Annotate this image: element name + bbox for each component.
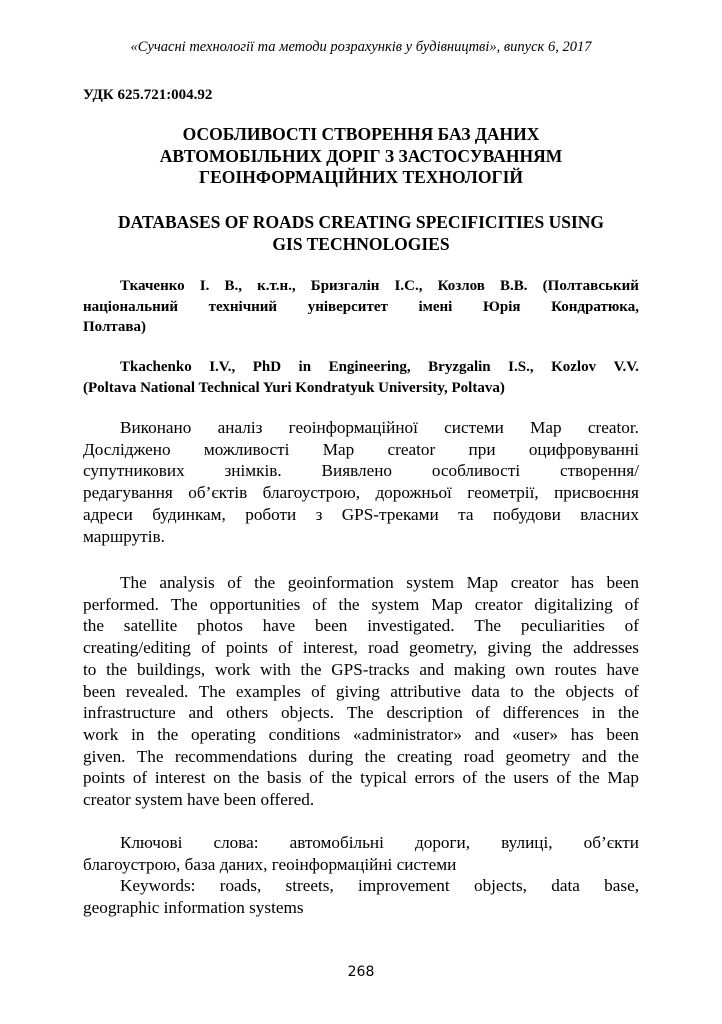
word: have <box>262 616 296 636</box>
word: digitalizing <box>534 594 613 614</box>
word: The <box>474 616 502 636</box>
title-english <box>83 212 639 255</box>
word: points <box>225 638 268 658</box>
word: of <box>475 703 490 723</box>
word: examples <box>235 681 301 701</box>
word: the <box>238 768 260 788</box>
word: the <box>364 746 386 766</box>
word: on <box>213 768 231 788</box>
word: data <box>551 876 580 896</box>
word: interest <box>154 768 206 788</box>
title-en-line: GIS TECHNOLOGIES <box>272 233 450 254</box>
word: in <box>298 359 312 375</box>
word: (Полтавський <box>542 278 639 294</box>
word: В.В. <box>500 278 528 294</box>
abstract-en-line <box>83 702 639 724</box>
word: geometry, <box>409 638 478 658</box>
word: власних <box>580 504 639 524</box>
word: improvement <box>358 876 450 896</box>
word: basis <box>267 768 302 788</box>
word: attributive <box>390 681 461 701</box>
word: Юрія <box>482 298 521 315</box>
word: of <box>309 768 324 788</box>
authors-uk-line <box>83 297 639 318</box>
word: the <box>83 616 104 636</box>
authors-uk-line <box>83 276 639 297</box>
word: creator. <box>587 418 639 437</box>
word: creator <box>387 439 436 459</box>
word: during <box>308 746 354 766</box>
word: streets, <box>285 876 334 896</box>
word: creator <box>474 594 523 614</box>
word: has <box>571 573 594 592</box>
word: been <box>314 616 348 636</box>
word: giving <box>335 681 380 701</box>
word: Map <box>466 573 499 592</box>
word: infrastructure <box>83 703 176 723</box>
title-uk-line: ОСОБЛИВОСТІ СТВОРЕННЯ БАЗ ДАНИХ <box>182 124 540 144</box>
word: own <box>515 659 545 679</box>
word: work <box>215 659 251 679</box>
word: satellite <box>123 616 178 636</box>
abstract-en-line <box>83 767 639 789</box>
word: Map <box>322 439 355 459</box>
word: the <box>254 573 276 592</box>
word: have <box>606 659 639 679</box>
word: об’єкти <box>583 833 639 852</box>
word: creating/editing <box>83 638 191 658</box>
abstract-uk-line <box>83 439 639 461</box>
word: «administrator» <box>353 724 462 744</box>
word: при <box>468 439 496 459</box>
word: roads, <box>219 876 262 896</box>
word: been <box>606 724 639 744</box>
word: Ткаченко <box>120 278 185 294</box>
word: Tkachenko <box>120 359 192 375</box>
word: та <box>458 504 474 524</box>
word: I.S., <box>508 359 534 375</box>
word: роботи <box>245 504 297 524</box>
word: В., <box>224 278 243 294</box>
word: geoinformation <box>287 573 394 592</box>
abstract-en-line <box>83 659 639 681</box>
word: аналіз <box>217 418 263 437</box>
word: PhD <box>252 359 282 375</box>
word: особливості <box>431 461 521 481</box>
word: Виявлено <box>321 461 392 481</box>
abstract-uk-line <box>83 417 639 439</box>
word: автомобільні <box>289 833 384 852</box>
word: been <box>606 573 639 592</box>
authors-en-line: (Poltava National Technical Yuri Kondratyuk University, Poltava) <box>83 379 505 396</box>
abstract-english <box>83 572 639 811</box>
word: base, <box>604 876 639 896</box>
word: І.С., <box>394 278 423 294</box>
word: making <box>453 659 506 679</box>
word: has <box>570 724 594 744</box>
word: of <box>227 573 242 592</box>
word: addresses <box>573 638 639 658</box>
title-uk-line: АВТОМОБІЛЬНИХ ДОРІГ З ЗАСТОСУВАННЯМ <box>159 145 563 166</box>
word: conditions <box>268 724 341 744</box>
word: users <box>513 768 549 788</box>
word: Map <box>530 418 562 437</box>
word: Досліджено <box>83 439 171 459</box>
word: I.V., <box>209 359 236 375</box>
word: the <box>617 703 639 723</box>
word: differences <box>502 703 579 723</box>
abstract-en-line <box>83 594 639 616</box>
word: технічний <box>208 298 278 315</box>
word: given. <box>83 746 126 766</box>
word: work <box>83 724 119 744</box>
word: «user» <box>512 724 558 744</box>
authors-uk-line: Полтава) <box>83 319 147 335</box>
word: the <box>106 659 128 679</box>
word: створення/ <box>559 461 639 481</box>
word: з <box>315 504 323 524</box>
word: description <box>386 703 463 723</box>
word: присвоєння <box>554 483 639 503</box>
word: слова: <box>213 833 259 852</box>
title-en-line: DATABASES OF ROADS CREATING SPECIFICITIES USING <box>117 212 605 232</box>
word: the <box>484 768 506 788</box>
word: Ключові <box>120 833 183 852</box>
word: Кондратюка, <box>551 298 639 315</box>
word: редагування <box>83 483 173 503</box>
word: the <box>300 659 322 679</box>
abstract-uk-line: маршрутів. <box>83 526 165 546</box>
word: and <box>474 724 500 744</box>
word: analysis <box>159 573 215 592</box>
keywords-block <box>83 832 639 919</box>
word: the <box>338 594 360 614</box>
word: of <box>201 638 216 658</box>
udc-code: УДК 625.721:004.92 <box>83 87 213 103</box>
word: the <box>331 768 353 788</box>
word: objects <box>565 681 615 701</box>
word: GPS-треками <box>341 504 439 524</box>
word: buildings, <box>136 659 206 679</box>
word: к.т.н., <box>257 278 296 294</box>
word: investigated. <box>367 616 455 636</box>
word: performed. <box>83 594 159 614</box>
word: and <box>419 659 445 679</box>
word: оцифровуванні <box>528 439 639 459</box>
keywords-en-line: geographic information systems <box>83 898 304 918</box>
word: been <box>83 681 116 701</box>
word: благоустрою, <box>262 483 361 503</box>
word: of <box>132 768 148 788</box>
title-ukrainian <box>83 124 639 189</box>
authors-en-line <box>83 357 639 378</box>
page-number: 268 <box>347 964 375 980</box>
word: The <box>120 573 147 592</box>
word: Keywords: <box>120 876 196 896</box>
word: creator <box>510 573 559 592</box>
word: вулиці, <box>501 833 553 852</box>
abstract-ukrainian <box>83 417 639 547</box>
word: points <box>83 768 126 788</box>
word: the <box>578 768 600 788</box>
word: recommendations <box>174 746 298 766</box>
word: of <box>278 638 293 658</box>
word: with <box>260 659 291 679</box>
abstract-en-line <box>83 724 639 746</box>
word: The <box>198 681 226 701</box>
word: дорожньої <box>375 483 452 503</box>
word: system <box>371 594 420 614</box>
word: road <box>463 746 495 766</box>
word: typical <box>360 768 407 788</box>
word: of <box>462 768 477 788</box>
word: in <box>131 724 145 744</box>
authors-ukrainian <box>83 276 639 338</box>
abstract-uk-line <box>83 504 639 526</box>
word: геоінформаційної <box>288 418 418 437</box>
abstract-en-line: creator system have been offered. <box>83 790 315 810</box>
word: V.V. <box>613 359 639 375</box>
word: and <box>581 746 607 766</box>
word: others <box>226 703 269 723</box>
word: знімків. <box>224 461 282 481</box>
word: The <box>136 746 164 766</box>
abstract-en-line <box>83 746 639 768</box>
word: The <box>346 703 374 723</box>
word: побудови <box>492 504 561 524</box>
word: system <box>406 573 455 592</box>
word: Виконано <box>120 418 192 437</box>
keywords-uk-line: благоустрою, база даних, геоінформаційні системи <box>83 854 457 874</box>
word: Bryzgalin <box>428 359 491 375</box>
word: of <box>624 594 639 614</box>
word: opportunities <box>209 594 301 614</box>
word: geometry <box>505 746 571 766</box>
word: Map <box>431 594 463 614</box>
word: Map <box>607 768 639 788</box>
abstract-en-line <box>83 637 639 659</box>
word: operating <box>190 724 256 744</box>
word: objects. <box>281 703 334 723</box>
word: objects, <box>473 876 527 896</box>
word: супутникових <box>83 461 185 481</box>
word: peculiarities <box>520 616 605 636</box>
word: імені <box>418 298 453 315</box>
word: of <box>556 768 571 788</box>
word: the <box>617 746 639 766</box>
keywords-uk-line <box>83 832 639 854</box>
word: геометрії, <box>467 483 539 503</box>
word: creating <box>396 746 453 766</box>
word: road <box>368 638 399 658</box>
word: Kozlov <box>551 359 597 375</box>
word: адреси <box>83 504 133 524</box>
word: to <box>83 659 97 679</box>
word: системи <box>444 418 504 437</box>
word: The <box>170 594 198 614</box>
word: національний <box>83 298 179 315</box>
word: Козлов <box>437 278 485 294</box>
word: in <box>591 703 606 723</box>
word: giving <box>487 638 532 658</box>
abstract-uk-line <box>83 460 639 482</box>
word: будинкам, <box>152 504 226 524</box>
word: to <box>510 681 524 701</box>
word: the <box>541 638 563 658</box>
word: дороги, <box>414 833 471 852</box>
word: Engineering, <box>328 359 411 375</box>
word: of <box>624 616 639 636</box>
title-uk-line: ГЕОІНФОРМАЦІЙНИХ ТЕХНОЛОГІЙ <box>198 167 524 187</box>
word: the <box>157 724 179 744</box>
authors-english <box>83 357 639 398</box>
word: of <box>624 681 639 701</box>
keywords-en-line <box>83 875 639 897</box>
abstract-en-line <box>83 681 639 703</box>
running-header: «Сучасні технології та методи розрахунків у будівництві», випуск 6, 2017 <box>130 39 592 55</box>
word: GPS-tracks <box>331 659 410 679</box>
word: об’єктів <box>188 483 248 503</box>
word: Бризгалін <box>310 278 380 294</box>
word: І. <box>199 278 210 294</box>
abstract-en-line <box>83 572 639 594</box>
word: and <box>188 703 214 723</box>
word: of <box>312 594 327 614</box>
word: the <box>534 681 556 701</box>
word: errors <box>414 768 455 788</box>
word: data <box>471 681 500 701</box>
word: of <box>311 681 326 701</box>
word: revealed. <box>125 681 189 701</box>
word: photos <box>197 616 243 636</box>
abstract-en-line <box>83 615 639 637</box>
word: університет <box>307 298 388 315</box>
word: можливості <box>203 439 290 459</box>
abstract-uk-line <box>83 482 639 504</box>
word: interest, <box>302 638 358 658</box>
word: routes <box>554 659 597 679</box>
